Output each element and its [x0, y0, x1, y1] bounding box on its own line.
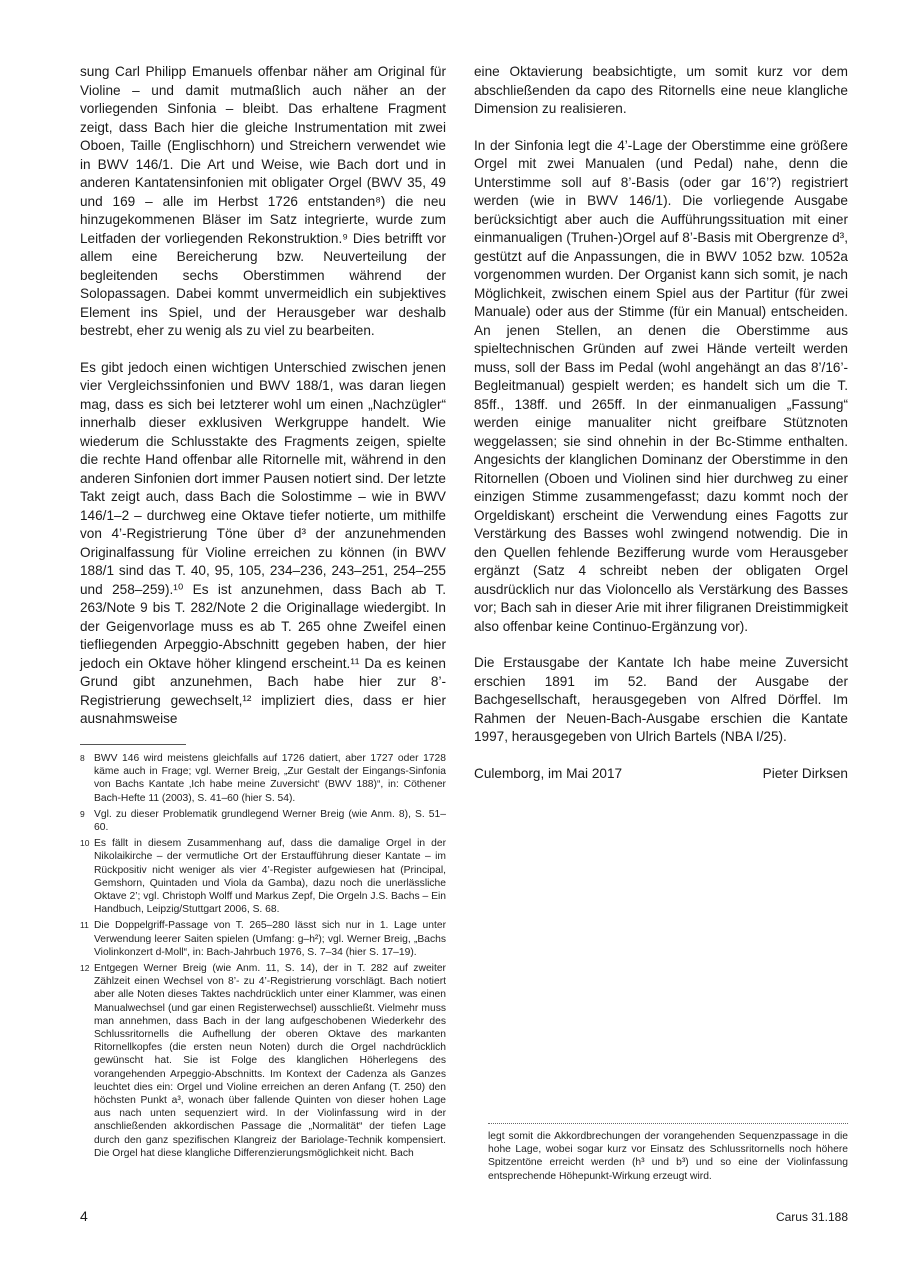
footnote-continuation: legt somit die Akkordbrechungen der vorangehenden Sequenzpassage in die hohe Lage, wobei sogar kurz vor Einsatz des Schlussritornells noch höhere Spitzentöne erreicht werden (h³ und b³) und so eine der Violinfassung entsprechende Höhepunkt-Wirkung erzeugt wird. [488, 1131, 848, 1182]
footnote-number: 12 [80, 963, 90, 974]
footnote-number: 9 [80, 808, 85, 819]
page-number: 4 [80, 1208, 88, 1224]
place-date: Culemborg, im Mai 2017 [474, 765, 623, 781]
footnote-number: 8 [80, 753, 85, 763]
footnote-item [80, 919, 446, 959]
footnote-item [80, 837, 446, 916]
paragraph: In der Sinfonia legt die 4’-Lage der Oberstimme eine größere Orgel mit zwei Manualen (und Pedal) nahe, denn die Unterstimme soll auf 8’-Basis (oder gar 16’?) registriert werden (wie in BWV 146/1). Die vorliegende Ausgabe berücksichtigt aber auch die Aufführungssituation mit einer einmanualigen (Truhen-)Orgel auf 8’-Basis mit Obergrenze d³, gestützt auf die Anpassungen, die in BWV 1052 bzw. 1052a vorgenommen wurden. Der Organist kann sich somit, je nach Möglichkeit, zwischen einem Spiel aus der Partitur (für zwei Manuale) oder aus der Stimme (für ein Manual) entscheiden. An jenen Stellen, an denen die Oberstimme aus spieltechnischen Gründen auf zwei Hände verteilt werden muss, soll der Bass im Pedal (wohl angehängt an das 8’/16’-Begleitmanual) gespielt werden; es handelt sich um die T. 85ff., 138ff. und 265ff. In der einmanualigen „Fassung“ werden einige manualiter nicht greifbare Stütznoten weggelassen; sie sind ohnehin in der Bc-Stimme enthalten. Angesichts der klanglichen Dominanz der Oberstimme in den Ritornellen (Oboen und Violinen sind hier durchweg zu einer einzigen Stimme zusammengefasst; dazu kommt noch der Orgeldiskant) erscheint die Verwendung eines Fagotts zur Verstärkung des Basses wohl zwingend notwendig. Die in den Quellen fehlende Bezifferung wurde vom Herausgeber ergänzt (Satz 4 schreibt neben der obligaten Orgel ausdrücklich nur das Violoncello als Verstärkung des Basses vor; Bach sah in dieser Arie mit ihrer filigranen Dreistimmigkeit also offenbar keine Continuo-Ergänzung vor). [474, 137, 848, 634]
main-text-left-column [80, 63, 446, 729]
footnote-text: Die Doppelgriff-Passage von T. 265–280 lässt sich nur in 1. Lage unter Verwendung leerer Saiten spielen (Umfang: g–h²); vgl. Werner Breig, „Bachs Violinkonzert d-Moll“, in: Bach-Jahrbuch 1976, S. 7–34 (hier S. 17–19). [94, 920, 446, 958]
footnote-item [80, 808, 446, 834]
footnote-item [80, 962, 446, 1160]
footnote-text: BWV 146 wird meistens gleichfalls auf 1726 datiert, aber 1727 oder 1728 käme auch in Frage; vgl. Werner Breig, „Zur Gestalt der Eingangs-Sinfonia von Bachs Kantate ‚Ich habe meine Zuversicht‘ (BWV 188)“, in: Cöthener Bach-Hefte 11 (2003), S. 41–60 (hier S. 54). [94, 753, 446, 804]
footnotes [80, 752, 446, 1163]
paragraph: eine Oktavierung beabsichtigte, um somit kurz vor dem abschließenden da capo des Ritornells eine neue klangliche Dimension zu realisieren. [474, 64, 848, 116]
footnote-item [80, 752, 446, 805]
author-name: Pieter Dirksen [762, 765, 848, 781]
footnote-number: 10 [80, 838, 90, 849]
paragraph: Die Erstausgabe der Kantate Ich habe meine Zuversicht erschien 1891 im 52. Band der Ausgabe der Bachgesellschaft, herausgegeben von Alfred Dörffel. Im Rahmen der Neuen-Bach-Ausgabe erschien die Kantate 1997, herausgegeben von Ulrich Bartels (NBA I/25). [474, 655, 848, 744]
footnote-separator [80, 744, 186, 745]
paragraph: Es gibt jedoch einen wichtigen Unterschied zwischen jenen vier Vergleichssinfonien und BWV 188/1, was daran liegen mag, dass es sich bei letzterer wohl um einen „Nachzügler“ innerhalb dieser exklusiven Werkgruppe handelt. Wie wiederum die Schlusstakte des Fragments zeigen, spielte die rechte Hand offenbar alle Ritornelle mit, während in den anderen Sinfonien dort immer Pausen notiert sind. Der letzte Takt zeigt auch, dass Bach die Solostimme – wie in BWV 146/1–2 – durchweg eine Oktave tiefer notierte, um mithilfe von 4’-Registrierung Töne über d³ der anzunehmenden Originalfassung für Violine erreichen zu können (in BWV 188/1 sind das T. 40, 95, 105, 234–236, 243–251, 254–255 und 258–259).¹⁰ Es ist anzunehmen, dass Bach ab T. 263/Note 9 bis T. 282/Note 2 die Originallage wiedergibt. In der Geigenvorlage muss es ab T. 265 ohne Zweifel einen tiefliegenden Arpeggio-Abschnitt gegeben haben, der hier jedoch ein Oktave höher klingend erscheint.¹¹ Da es keinen Grund gibt anzunehmen, Bach habe hier zur 8’-Registrierung gewechselt,¹² impliziert dies, dass er hier ausnahmsweise [80, 359, 446, 726]
footnote-continuation-separator [488, 1123, 848, 1124]
paragraph: sung Carl Philipp Emanuels offenbar näher am Original für Violine – und damit mutmaßlich auch näher an der vorliegenden Sinfonia – bleibt. Das erhaltene Fragment zeigt, dass Bach hier die gleiche Instrumentation mit zwei Oboen, Taille (Englischhorn) und Streichern verwendet wie in BWV 146/1. Die Art und Weise, wie Bach dort und in anderen Kantatensinfonien mit obligater Orgel (BWV 35, 49 und 169 – alle im Herbst 1726 entstanden⁸) die neu hinzugekommenen Bläser im Satz integrierte, wurde zum Leitfaden der vorliegenden Rekonstruktion.⁹ Dies betrifft vor allem eine Bereicherung bzw. Neuverteilung der begleitenden sechs Oberstimmen während der Solopassagen. Dabei kommt unvermeidlich ein subjektives Element ins Spiel, und der Herausgeber war deshalb bestrebt, eher zu wenig als zu viel zu bearbeiten. [80, 64, 446, 338]
footnote-text: Es fällt in diesem Zusammenhang auf, dass die damalige Orgel in der Nikolaikirche – der vermutliche Ort der Erstaufführung dieser Kantate – im Rückpositiv nicht weniger als vier 4’-Register aufgewiesen hat (Principal, Gemshorn, Quintaden und Viola da Gamba), dazu noch die unerlässliche Oktave 2’; vgl. Christoph Wolff und Markus Zepf, Die Orgeln J.S. Bachs – Ein Handbuch, Leipzig/Stuttgart 2006, S. 68. [94, 838, 446, 916]
footnote-text: Entgegen Werner Breig (wie Anm. 11, S. 14), der in T. 282 auf zweiter Zählzeit einen Wechsel von 8’- zu 4’-Registrierung vorschlägt. Bach notiert aber alle Noten dieses Taktes nachdrücklich unter einer Klammer, was einen Manualwechsel (und gar einen Registerwechsel) ausschließt. Vielmehr muss man annehmen, dass Bach in der lang aufgeschobenen Wiederkehr des Schlussritornells die Aufhellung der oberen Oktave des markanten Ritornellkopfes (die ersten neun Noten) durch die Orgel nachdrücklich gewünscht hat. Sie ist Folge des klanglichen Höherlegens des vorangehenden Arpeggio-Abschnitts. Im Kontext der Cadenza als Ganzes leuchtet dies ein: Orgel und Violine erreichen an deren Anfang (T. 250) den höchsten Punkt a³, wonach über fallende Quinten von dieser hohen Lage aus nach unten sequenziert wird. In der Violinfassung wird in der anschließenden akkordischen Passage die „Normalität“ der tiefen Lage durch den ganz spezifischen Klangreiz der Bariolage-Technik kompensiert. Die Orgel hat diese klangliche Differenzierungsmöglichkeit nicht. Bach [94, 963, 446, 1159]
footnote-text: Vgl. zu dieser Problematik grundlegend Werner Breig (wie Anm. 8), S. 51–60. [94, 808, 446, 834]
signature-line [474, 765, 848, 784]
main-text-right-column [474, 63, 848, 783]
footnote-number: 11 [80, 920, 89, 931]
catalog-number: Carus 31.188 [775, 1210, 848, 1224]
